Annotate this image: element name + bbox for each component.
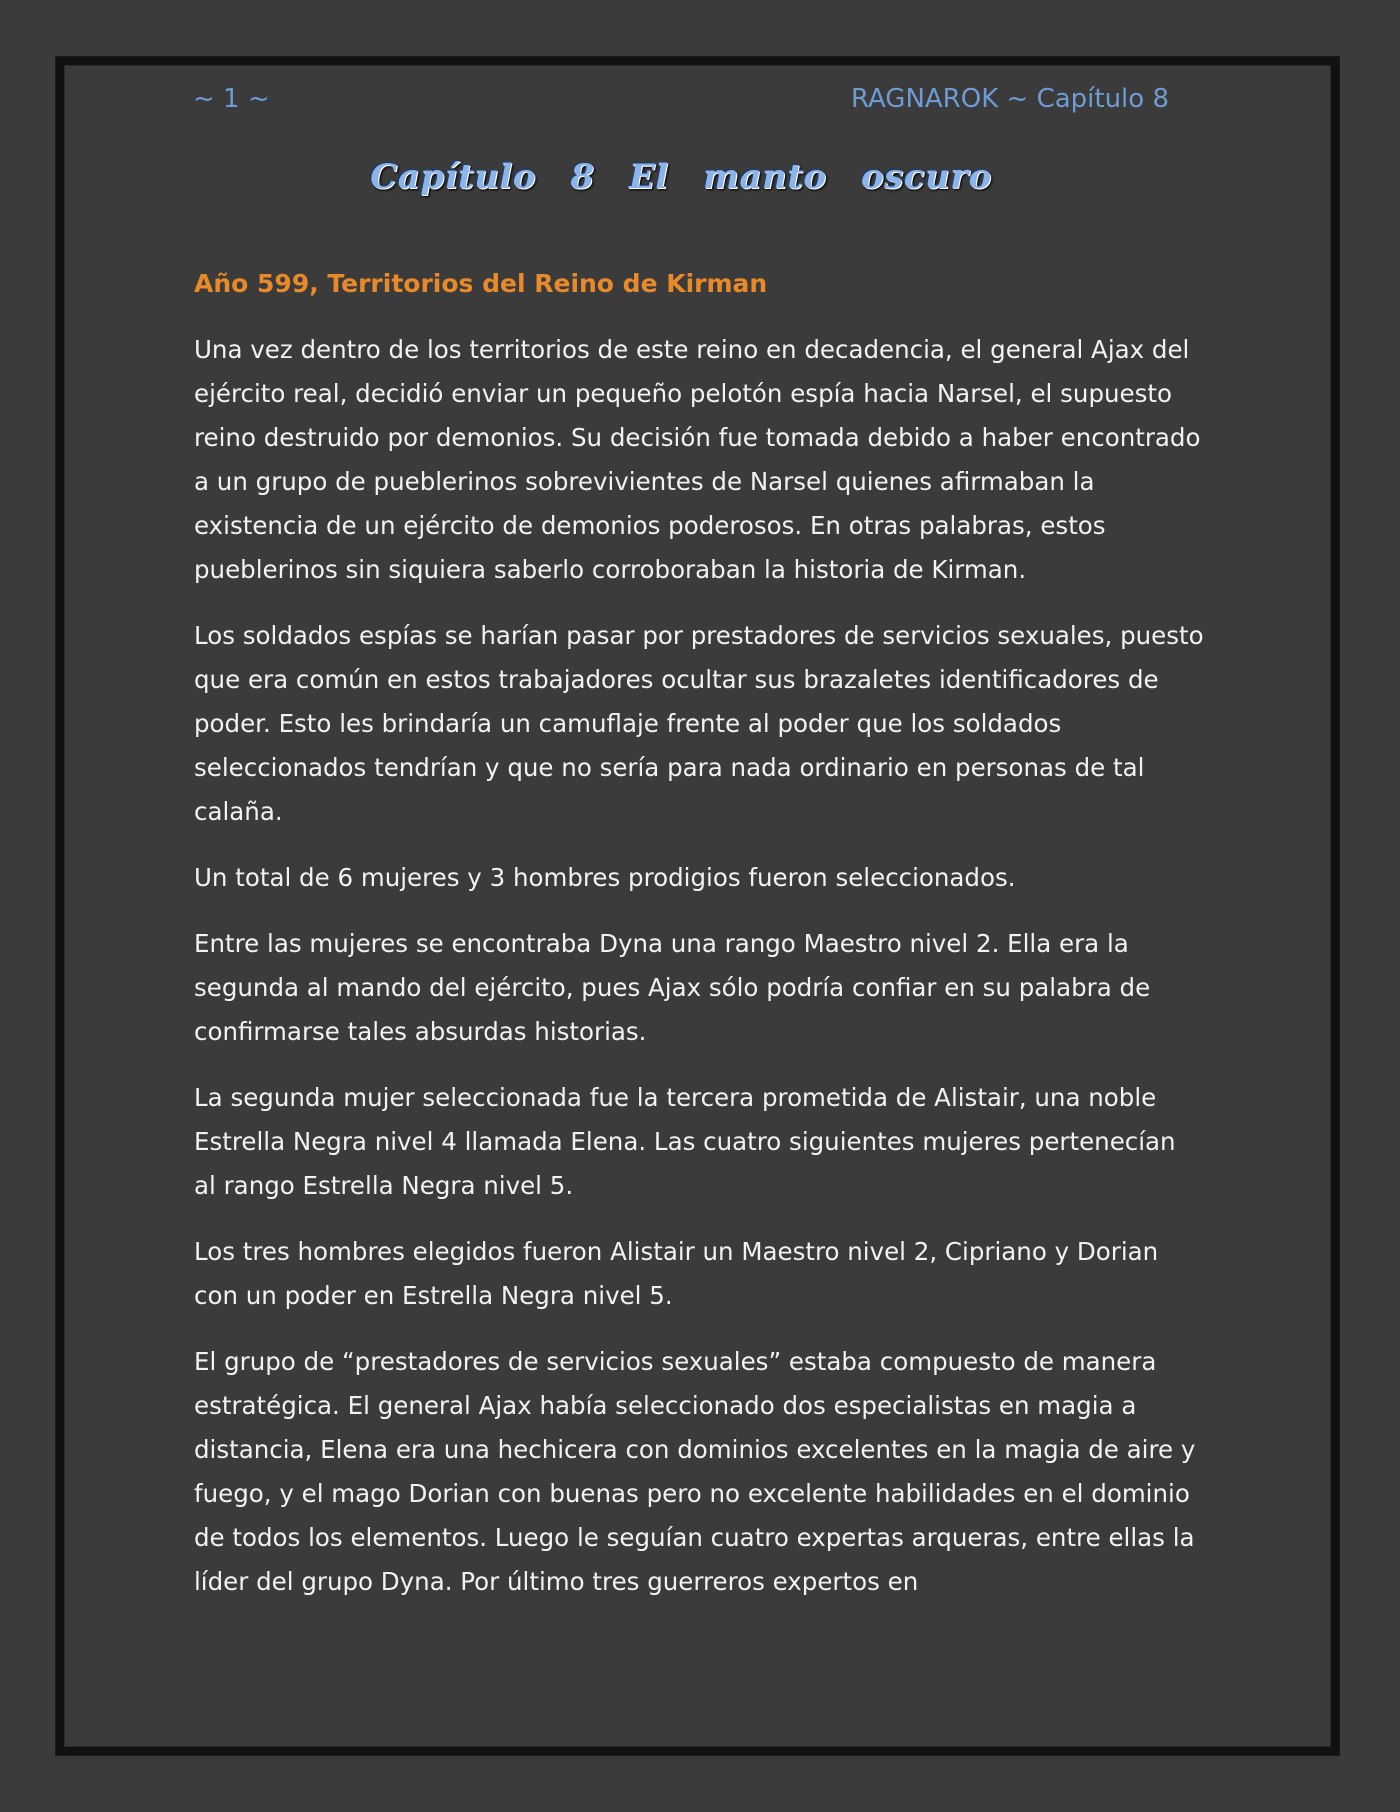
paragraph: Entre las mujeres se encontraba Dyna una rango Maestro nivel 2. Ella era la segunda al mando del ejército, pues Ajax sólo podría confiar en su palabra de confirmarse tales absurdas historias. <box>194 929 1151 1046</box>
paragraph: Una vez dentro de los territorios de este reino en decadencia, el general Ajax del ejército real, decidió enviar un pequeño pelotón espía hacia Narsel, el supuesto reino destruido por demonios. Su decisión fue tomada debido a haber encontrado a un grupo de pueblerinos sobrevivientes de Narsel quienes afirmaban la existencia de un ejército de demonios poderosos. En otras palabras, estos pueblerinos sin siquiera saberlo corroboraban la historia de Kirman. <box>194 335 1201 584</box>
paragraph: Los soldados espías se harían pasar por prestadores de servicios sexuales, puesto que era común en estos trabajadores ocultar sus brazaletes identificadores de poder. Esto les brindaría un camuflaje frente al poder que los soldados seleccionados tendrían y que no sería para nada ordinario en personas de tal calaña. <box>194 621 1204 826</box>
running-title: RAGNAROK ~ Capítulo 8 <box>850 84 1169 114</box>
section-heading: Año 599, Territorios del Reino de Kirman <box>194 269 768 298</box>
page-number: ~ 1 ~ <box>193 84 270 114</box>
paragraph: La segunda mujer seleccionada fue la tercera prometida de Alistair, una noble Estrella Negra nivel 4 llamada Elena. Las cuatro siguientes mujeres pertenecían al rango Estrella Negra nivel 5. <box>194 1083 1176 1200</box>
paragraph: Los tres hombres elegidos fueron Alistair un Maestro nivel 2, Cipriano y Dorian con un poder en Estrella Negra nivel 5. <box>194 1237 1159 1310</box>
running-header <box>193 84 1169 124</box>
paragraph: El grupo de “prestadores de servicios sexuales” estaba compuesto de manera estratégica. El general Ajax había seleccionado dos especialistas en magia a distancia, Elena era una hechicera con dominios excelentes en la magia de aire y fuego, y el mago Dorian con buenas pero no excelente habilidades en el dominio de todos los elementos. Luego le seguían cuatro expertas arqueras, entre ellas la líder del grupo Dyna. Por último tres guerreros expertos en <box>194 1347 1196 1596</box>
body-text <box>194 262 1204 1626</box>
paragraph: Un total de 6 mujeres y 3 hombres prodigios fueron seleccionados. <box>194 863 1016 892</box>
chapter-title: Capítulo 8 El manto oscuro <box>370 157 992 197</box>
